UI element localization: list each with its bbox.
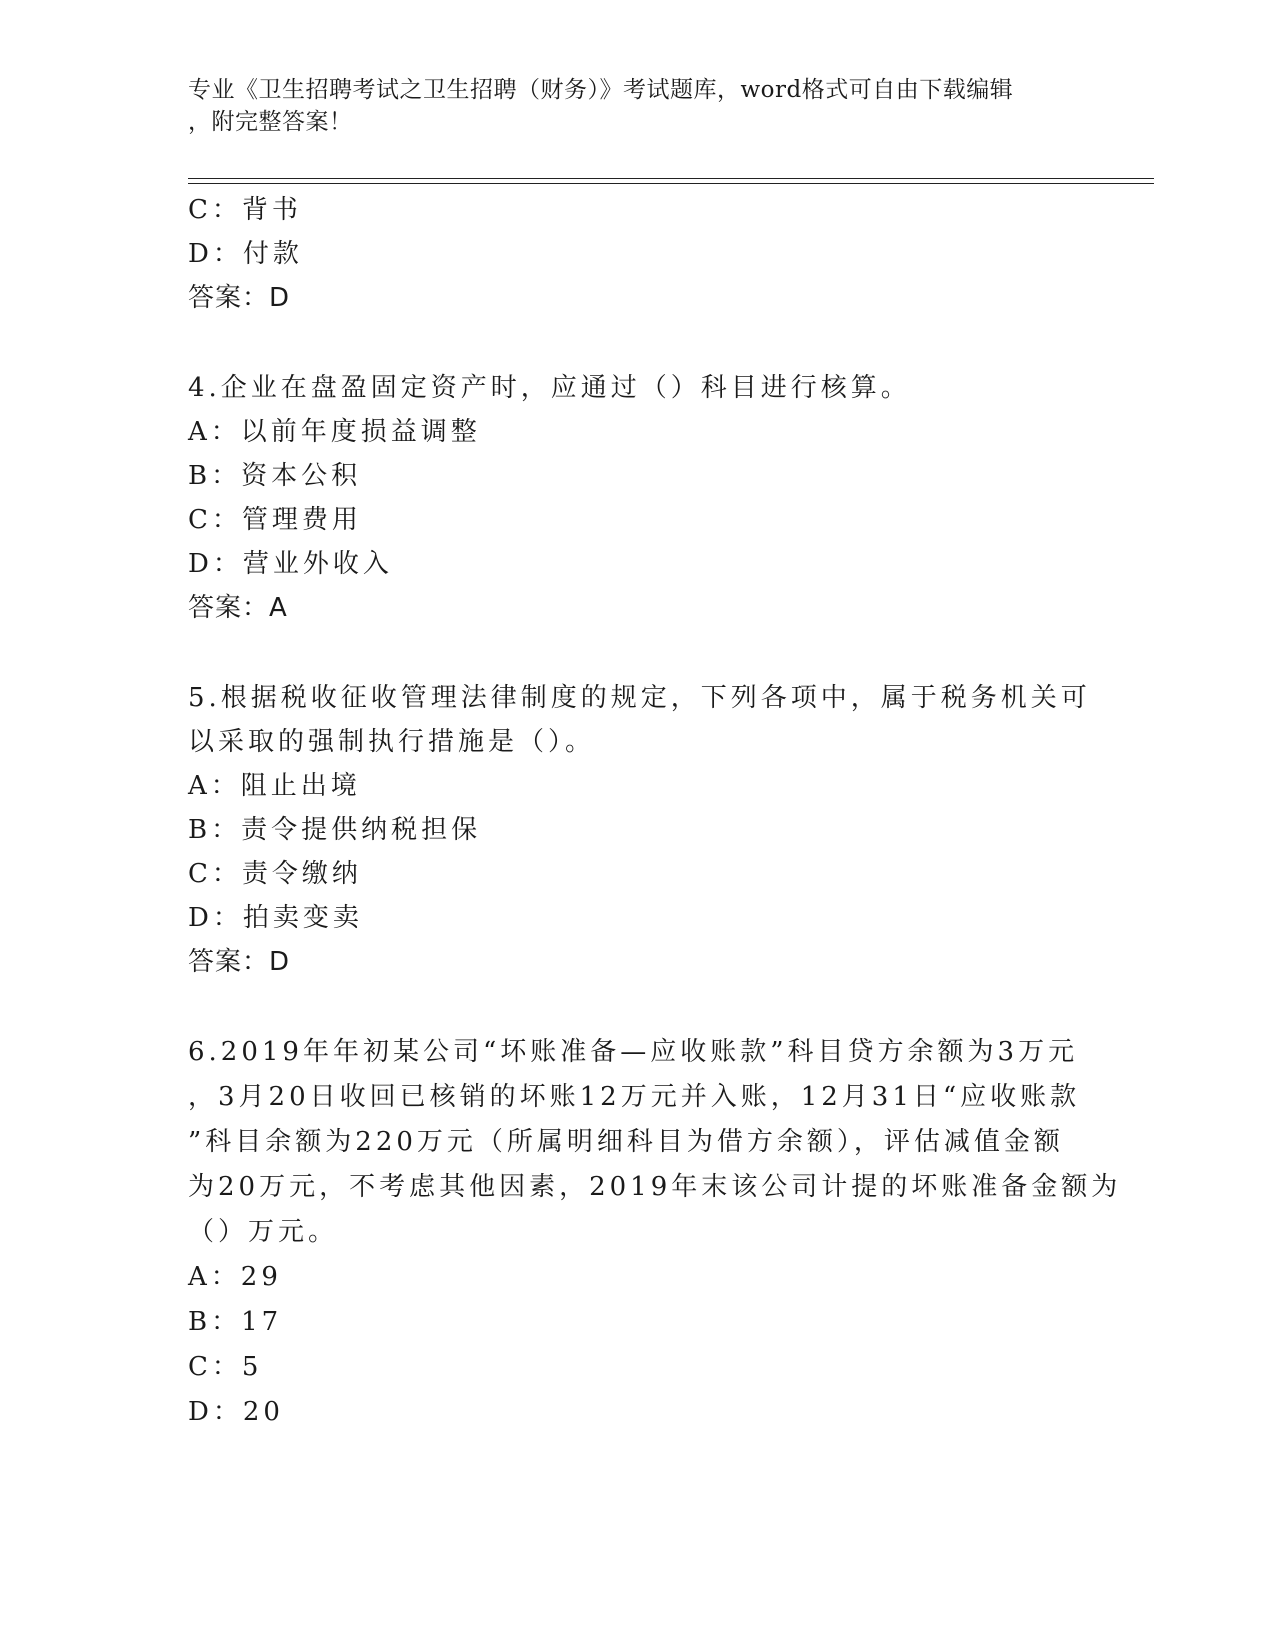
q6-option-a: A：29 [188, 1262, 282, 1292]
q3-answer: 答案：D [188, 283, 291, 313]
q5-answer: 答案：D [188, 947, 291, 977]
q3-option-d: D：付款 [188, 239, 303, 269]
header-line-2: ，附完整答案！ [188, 109, 353, 135]
q6-stem-line-1: 6.2019年年初某公司“坏账准备—应收账款”科目贷方余额为3万元 [188, 1037, 1079, 1067]
q6-option-d: D：20 [188, 1397, 284, 1427]
q5-option-a: A：阻止出境 [188, 771, 361, 801]
q3-option-c: C：背书 [188, 195, 302, 225]
q4-answer: 答案：A [188, 593, 288, 623]
q6-stem-line-3: ”科目余额为220万元（所属明细科目为借方余额），评估减值金额 [188, 1127, 1064, 1157]
header-line-1: 专业《卫生招聘考试之卫生招聘（财务）》考试题库，word格式可自由下载编辑 [188, 77, 1014, 103]
q4-option-a: A：以前年度损益调整 [188, 417, 481, 447]
q5-option-c: C：责令缴纳 [188, 859, 362, 889]
q4-option-c: C：管理费用 [188, 505, 362, 535]
header-divider-bottom [188, 183, 1154, 184]
q6-option-c: C：5 [188, 1352, 263, 1382]
q6-option-b: B：17 [188, 1307, 283, 1337]
q6-stem-line-5: （）万元。 [188, 1217, 339, 1247]
q5-option-b: B：责令提供纳税担保 [188, 815, 482, 845]
q4-option-d: D：营业外收入 [188, 549, 393, 579]
q5-stem-line-1: 5.根据税收征收管理法律制度的规定，下列各项中，属于税务机关可 [188, 683, 1091, 713]
header-divider-top [188, 178, 1154, 179]
q6-stem-line-2: ，3月20日收回已核销的坏账12万元并入账，12月31日“应收账款 [188, 1082, 1081, 1112]
q4-stem: 4.企业在盘盈固定资产时，应通过（）科目进行核算。 [188, 373, 911, 403]
q4-option-b: B：资本公积 [188, 461, 362, 491]
document-header [188, 74, 1068, 138]
q5-option-d: D：拍卖变卖 [188, 903, 363, 933]
q5-stem-line-2: 以采取的强制执行措施是（）。 [188, 727, 596, 757]
q6-stem-line-4: 为20万元，不考虑其他因素，2019年末该公司计提的坏账准备金额为 [188, 1172, 1122, 1202]
